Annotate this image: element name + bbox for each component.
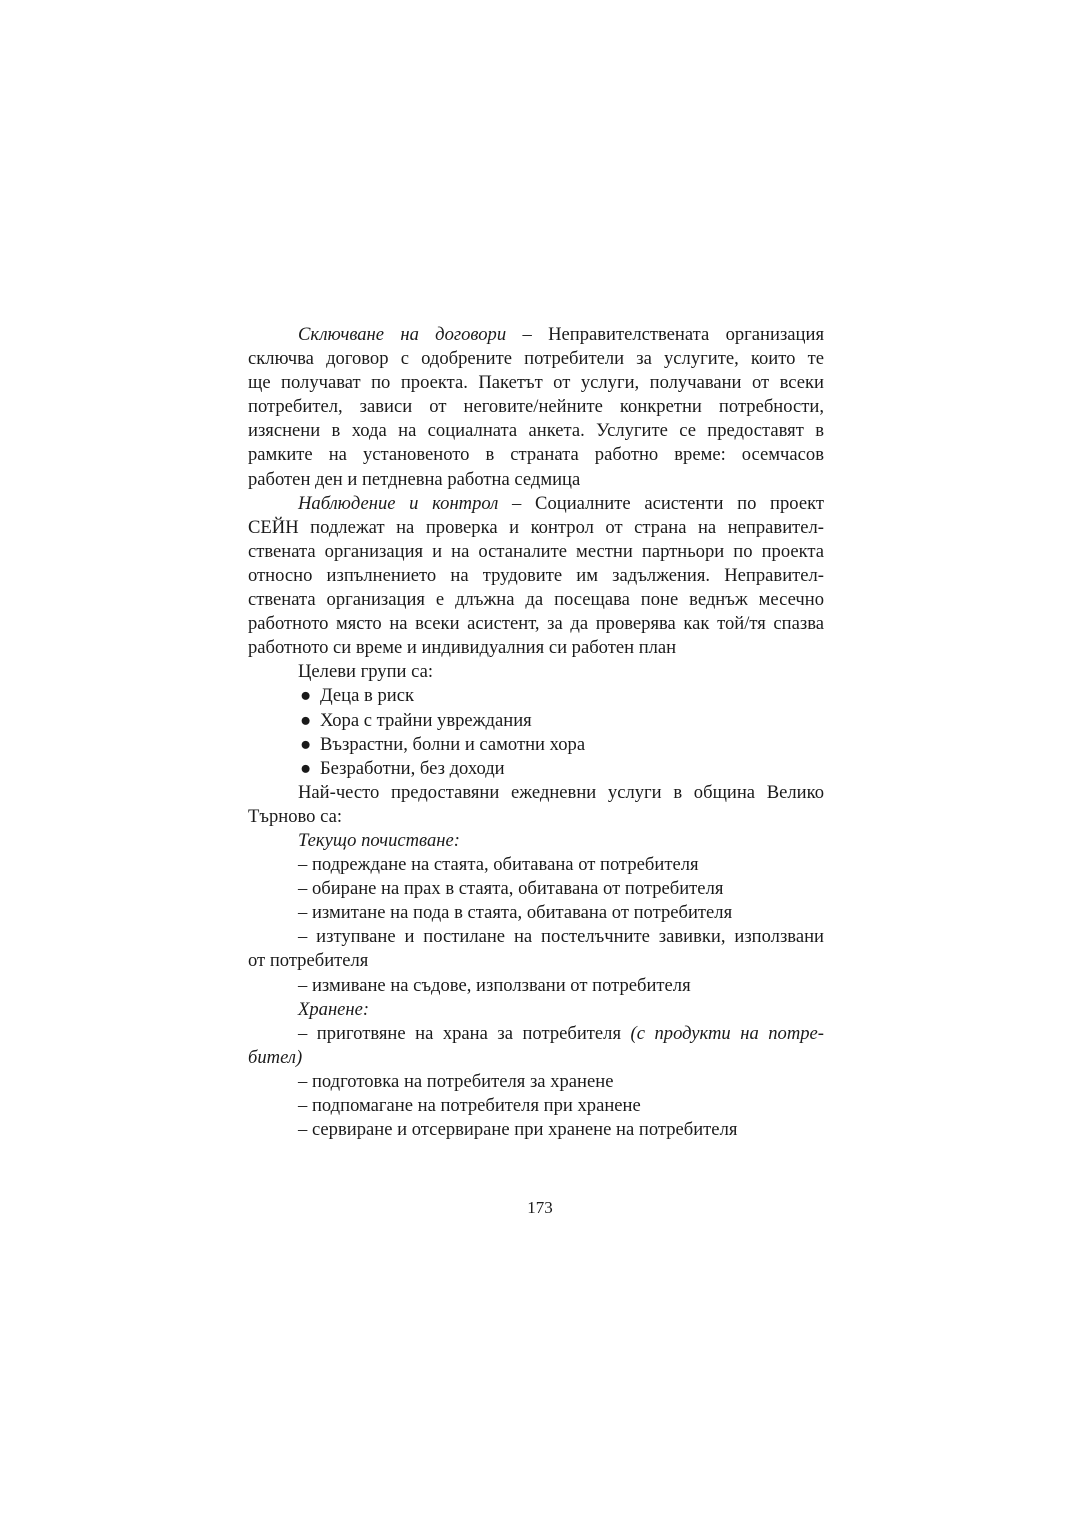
paragraph-monitoring-line: относно изпълнението на трудовите им задължения. Неправител- — [248, 564, 824, 586]
paragraph-contracts-line: ще получават по проекта. Пакетът от услуги, получавани от всеки — [248, 372, 824, 394]
feeding-item-text: – приготвяне на храна за потребителя — [298, 1022, 622, 1044]
cleaning-item-continuation: от потребителя — [248, 950, 369, 972]
paragraph-contracts-last-line: работен ден и петдневна работна седмица — [248, 468, 581, 490]
paragraph-monitoring-line — [248, 492, 824, 516]
paragraph-contracts-first-line: Неправителствената организация — [548, 324, 824, 345]
paragraph-contracts-line: сключва договор с одобрените потребители за услугите, които те — [248, 348, 824, 370]
services-intro-line: Най-често предоставяни ежедневни услуги в община Велико — [298, 781, 824, 803]
page-body-text — [248, 323, 824, 1142]
bullet-icon: ● — [300, 733, 312, 755]
cleaning-heading: Текущо почистване: — [298, 829, 460, 851]
cleaning-item: – обиране на прах в стаята, обитавана от потребителя — [298, 878, 724, 900]
list-item — [248, 709, 824, 733]
list-item — [248, 733, 824, 757]
paragraph-monitoring-first-line: Социалните асистенти по проект — [535, 492, 825, 514]
feeding-item — [248, 1022, 824, 1046]
term-contracts: Сключване на договори — [298, 324, 507, 345]
term-monitoring: Наблюдение и контрол — [298, 492, 499, 514]
feeding-item: – подпомагане на потребителя при хранене — [298, 1095, 641, 1116]
bullet-icon: ● — [300, 757, 312, 779]
paragraph-monitoring-last-line: работното си време и индивидуалния си работен план — [248, 637, 677, 659]
feeding-item-continuation: бител) — [248, 1046, 303, 1068]
bullet-icon: ● — [300, 685, 312, 707]
cleaning-item: – изтупване и постилане на постелъчните завивки, използвани — [298, 926, 824, 948]
paragraph-contracts-line — [248, 323, 824, 347]
term-dash: – — [498, 492, 536, 514]
feeding-item: – сервиране и отсервиране при хранене на потребителя — [298, 1119, 738, 1141]
cleaning-item: – измиване на съдове, използвани от потребителя — [298, 974, 691, 996]
bullet-icon: ● — [300, 709, 312, 731]
feeding-heading: Хранене: — [298, 998, 370, 1020]
list-item — [248, 757, 824, 781]
list-item-label: Безработни, без доходи — [320, 757, 505, 779]
feeding-item-note: (с продукти на потре- — [630, 1022, 824, 1044]
list-item-label: Хора с трайни увреждания — [320, 709, 532, 731]
paragraph-monitoring-line: ствената организация е длъжна да посещава поне веднъж месечно — [248, 589, 824, 611]
page-number: 173 — [527, 1198, 553, 1217]
cleaning-item: – измитане на пода в стаята, обитавана от потребителя — [298, 902, 733, 924]
target-groups-intro: Целеви групи са: — [298, 661, 434, 683]
paragraph-contracts-line: рамките на установеното в страната работно време: осемчасов — [248, 444, 824, 466]
cleaning-item: – подреждане на стаята, обитавана от потребителя — [298, 854, 699, 876]
paragraph-contracts-line: потребител, зависи от неговите/нейните конкретни потребности, — [248, 396, 824, 418]
term-dash: – — [506, 324, 549, 345]
paragraph-monitoring-line: работното място на всеки асистент, за да проверява как той/тя спазва — [248, 613, 824, 635]
paragraph-contracts-line: изяснени в хода на социалната анкета. Услугите се предоставят в — [248, 420, 824, 442]
paragraph-monitoring-line: СЕЙН подлежат на проверка и контрол от страна на неправител- — [248, 516, 824, 538]
services-intro-line: Търново са: — [248, 805, 343, 827]
list-item-label: Деца в риск — [320, 685, 414, 707]
list-item-label: Възрастни, болни и самотни хора — [320, 733, 586, 755]
list-item — [248, 684, 824, 708]
paragraph-monitoring-line: ствената организация и на останалите местни партньори по проекта — [248, 540, 824, 562]
feeding-item: – подготовка на потребителя за хранене — [298, 1070, 614, 1092]
